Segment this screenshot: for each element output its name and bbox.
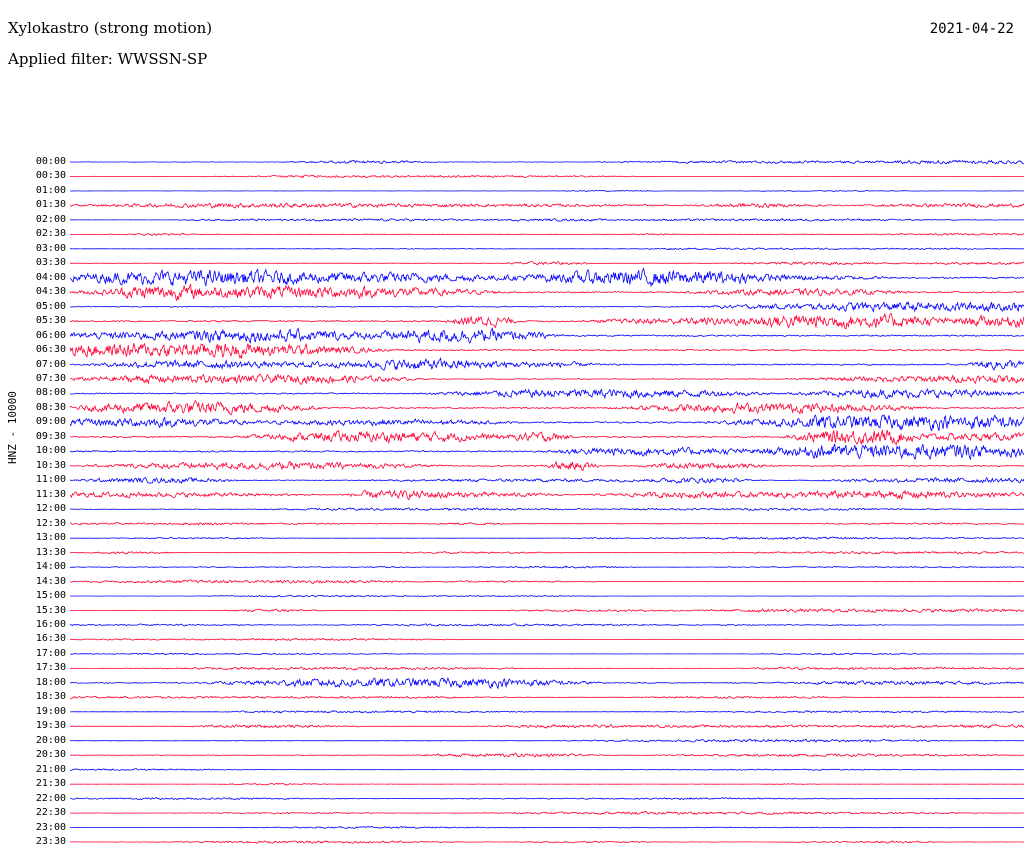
trace-line: [70, 444, 1024, 459]
time-tick-label: 17:30: [35, 662, 66, 674]
trace-line: [70, 284, 1024, 300]
filter-label: Applied filter: WWSSN-SP: [8, 50, 208, 68]
helicorder-plot: [0, 74, 1024, 847]
time-tick-label: 10:00: [35, 445, 66, 457]
time-tick-label: 15:30: [35, 604, 66, 616]
time-tick-label: 09:30: [35, 430, 66, 442]
time-tick-label: 23:30: [35, 836, 66, 847]
time-tick-label: 09:00: [35, 416, 66, 428]
time-tick-label: 13:00: [35, 532, 66, 544]
trace-line: [70, 261, 1024, 265]
time-tick-label: 14:30: [35, 575, 66, 587]
time-tick-label: 16:30: [35, 633, 66, 645]
time-tick-label: 03:30: [35, 257, 66, 269]
time-tick-label: 12:30: [35, 517, 66, 529]
trace-line: [70, 595, 1024, 597]
trace-line: [70, 566, 1024, 568]
trace-line: [70, 461, 1024, 470]
time-tick-label: 04:30: [35, 286, 66, 298]
trace-line: [70, 490, 1024, 499]
trace-line: [70, 523, 1024, 525]
trace-line: [70, 667, 1024, 670]
time-tick-label: 11:00: [35, 474, 66, 486]
time-tick-label: 21:00: [35, 763, 66, 775]
trace-line: [70, 268, 1024, 285]
trace-line: [70, 552, 1024, 555]
trace-line: [70, 401, 1024, 415]
trace-line: [70, 160, 1024, 164]
time-tick-label: 10:30: [35, 459, 66, 471]
time-tick-label: 14:00: [35, 561, 66, 573]
time-tick-label: 12:00: [35, 503, 66, 515]
trace-line: [70, 739, 1024, 742]
date-label: 2021-04-22: [929, 21, 1014, 37]
trace-line: [70, 175, 1024, 178]
trace-line: [70, 783, 1024, 785]
time-tick-label: 02:30: [35, 228, 66, 240]
trace-line: [70, 753, 1024, 757]
page-title: Xylokastro (strong motion): [8, 19, 213, 37]
trace-line: [70, 248, 1024, 250]
trace-line: [70, 430, 1024, 445]
trace-line: [70, 798, 1024, 800]
trace-line: [70, 343, 1024, 358]
trace-line: [70, 328, 1024, 343]
time-tick-label: 22:30: [35, 807, 66, 819]
seismogram-traces: [70, 148, 1024, 854]
trace-line: [70, 374, 1024, 385]
trace-line: [70, 190, 1024, 191]
time-tick-label: 15:00: [35, 590, 66, 602]
time-tick-label: 23:00: [35, 821, 66, 833]
trace-line: [70, 827, 1024, 829]
trace-line: [70, 696, 1024, 698]
time-tick-label: 05:30: [35, 315, 66, 327]
time-tick-label: 20:30: [35, 749, 66, 761]
time-tick-label: 08:30: [35, 401, 66, 413]
time-tick-label: 00:30: [35, 170, 66, 182]
trace-line: [70, 508, 1024, 511]
trace-line: [70, 580, 1024, 584]
time-tick-label: 18:00: [35, 676, 66, 688]
time-tick-label: 02:00: [35, 213, 66, 225]
time-tick-label: 05:00: [35, 300, 66, 312]
time-tick-label: 06:30: [35, 344, 66, 356]
trace-line: [70, 314, 1024, 329]
trace-line: [70, 624, 1024, 626]
time-tick-label: 22:00: [35, 792, 66, 804]
time-tick-label: 19:30: [35, 720, 66, 732]
time-axis: [22, 148, 68, 854]
time-tick-label: 21:30: [35, 778, 66, 790]
y-axis-label: HNZ - 10000: [6, 391, 19, 464]
time-tick-label: 16:00: [35, 618, 66, 630]
trace-line: [70, 389, 1024, 399]
time-tick-label: 01:30: [35, 199, 66, 211]
trace-line: [70, 711, 1024, 713]
trace-line: [70, 811, 1024, 814]
trace-line: [70, 203, 1024, 208]
time-tick-label: 04:00: [35, 271, 66, 283]
trace-line: [70, 769, 1024, 771]
time-tick-label: 07:00: [35, 358, 66, 370]
chart-header: [0, 0, 1024, 74]
time-tick-label: 13:30: [35, 546, 66, 558]
time-tick-label: 01:00: [35, 184, 66, 196]
trace-line: [70, 233, 1024, 235]
trace-line: [70, 678, 1024, 688]
time-tick-label: 19:00: [35, 705, 66, 717]
time-tick-label: 00:00: [35, 156, 66, 167]
trace-line: [70, 638, 1024, 640]
trace-container: [70, 148, 1024, 854]
trace-line: [70, 302, 1024, 311]
trace-line: [70, 478, 1024, 484]
time-tick-label: 18:30: [35, 691, 66, 703]
trace-line: [70, 653, 1024, 655]
time-tick-label: 11:30: [35, 488, 66, 500]
trace-line: [70, 537, 1024, 540]
trace-line: [70, 609, 1024, 613]
trace-line: [70, 415, 1024, 431]
trace-line: [70, 841, 1024, 844]
time-tick-label: 03:00: [35, 242, 66, 254]
time-tick-label: 08:00: [35, 387, 66, 399]
time-tick-label: 06:00: [35, 329, 66, 341]
trace-line: [70, 358, 1024, 370]
trace-line: [70, 724, 1024, 728]
trace-line: [70, 219, 1024, 222]
time-tick-label: 07:30: [35, 373, 66, 385]
time-tick-label: 17:00: [35, 647, 66, 659]
time-tick-label: 20:00: [35, 734, 66, 746]
